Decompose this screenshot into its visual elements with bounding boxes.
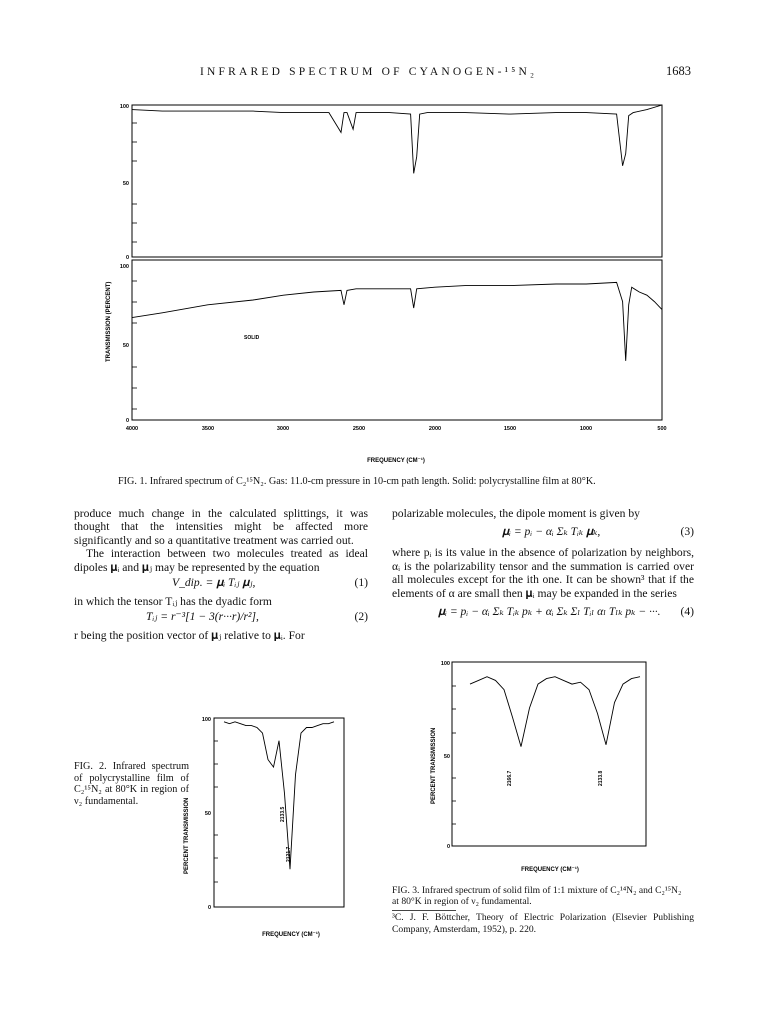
figure-2-caption: FIG. 2. Infrared spectrum of polycrystalline film of C₂¹⁵N₂ at 80°K in region of ν₂ fundamental. [74,761,189,807]
equation-3-body: 𝛍ᵢ = pᵢ − αᵢ Σₖ Tᵢₖ 𝛍ₖ, [502,525,601,539]
fig3-frame [452,662,646,846]
fig3-ytick-0: 0 [446,844,450,850]
fig3-series-line [470,677,640,747]
fig1-xtick-4000: 4000 [125,426,139,432]
fig2-peak-1-label: 2133.5 [280,806,286,822]
left-column [74,507,368,643]
figure-3-caption: FIG. 3. Infrared spectrum of solid film of 1:1 mixture of C₂¹⁴N₂ and C₂¹⁵N₂ at 80°K in region of ν₂ fundamental. [392,885,682,908]
equation-4 [392,600,694,626]
equation-2-body: Tᵢⱼ = r⁻³[1 − 3(r···r)/r²], [146,610,259,624]
footnote: ³C. J. F. Böttcher, Theory of Electric Polarization (Elsevier Publishing Company, Amsterdam, 1952), p. 220. [392,912,694,935]
fig2-ylabel: PERCENT TRANSMISSION [184,797,190,874]
fig1-ytick-100-b: 100 [119,264,129,270]
right-paragraph-1: polarizable molecules, the dipole moment is given by [392,507,640,520]
fig2-peak-2-label: 2121.7 [286,846,292,862]
figure-1 [96,92,696,472]
fig3-ytick-50: 50 [443,754,450,760]
fig3-ytick-100: 100 [440,661,450,667]
right-column [392,507,694,626]
right-paragraph-2: where pᵢ is its value in the absence of polarization by neighbors, αᵢ is the polarizability tensor and the summation is carried over all molecules except for the ith one. It can be shown³ that if the elements of α are small then 𝛍ᵢ may be expanded in the series [392,546,694,600]
fig1-ytick-100-a: 100 [119,104,129,110]
left-paragraph-3: in which the tensor Tᵢⱼ has the dyadic form [74,595,272,609]
fig3-peak-2-label: 2133.8 [598,770,604,786]
fig1-xtick-1500: 1500 [503,426,517,432]
left-paragraph-4: r being the position vector of 𝛍ⱼ relative to 𝛍ᵢ. For [74,629,305,643]
equation-3-number: (3) [680,525,694,539]
equation-3 [392,520,694,546]
fig2-series-line [224,722,334,869]
fig1-solid-series-line [132,282,662,360]
fig1-ytick-50-a: 50 [122,181,129,187]
fig1-gas-series-line [132,105,662,173]
page-number: 1683 [666,64,691,78]
fig1-ylabel: TRANSMISSION (PERCENT) [106,281,112,362]
figure-3 [430,656,660,881]
fig1-ytick-0-b: 0 [125,418,129,424]
fig1-ytick-0-a: 0 [125,255,129,261]
fig2-xlabel: FREQUENCY (CM⁻¹) [262,932,320,938]
fig2-ytick-100: 100 [201,717,211,723]
equation-2-number: (2) [354,610,368,624]
equation-4-number: (4) [680,605,694,619]
fig1-xtick-3000: 3000 [276,426,290,432]
fig1-xtick-2500: 2500 [352,426,366,432]
fig1-xlabel: FREQUENCY (CM⁻¹) [367,458,425,464]
fig3-ylabel: PERCENT TRANSMISSION [431,727,437,804]
fig1-xtick-500: 500 [657,426,667,432]
left-paragraph-2: The interaction between two molecules treated as ideal dipoles 𝛍ᵢ and 𝛍ⱼ may be represented by the equation [74,547,368,574]
equation-1-number: (1) [354,576,368,590]
fig1-xtick-3500: 3500 [201,426,215,432]
fig2-ytick-0: 0 [207,905,211,911]
left-paragraph-1: produce much change in the calculated splittings, it was thought that the intensities might be affected more significantly and so a quantitative treatment was carried out. [74,507,368,547]
footnote-rule [392,910,456,911]
fig1-solid-label: SOLID [244,335,260,341]
fig3-peak-1-label: 2166.7 [507,770,513,786]
fig2-ytick-50: 50 [204,811,211,817]
fig1-xtick-1000: 1000 [579,426,593,432]
equation-4-body: 𝛍ᵢ = pᵢ − αᵢ Σₖ Tᵢₖ pₖ + αᵢ Σₖ Σₗ Tᵢₗ αₗ Tₗₖ pₖ − ···. [438,605,661,619]
fig1-ytick-50-b: 50 [122,343,129,349]
fig3-xlabel: FREQUENCY (CM⁻¹) [521,867,579,873]
equation-1 [74,574,368,595]
figure-2 [176,712,366,942]
fig2-frame [214,718,344,907]
equation-2 [74,608,368,629]
running-title: INFRARED SPECTRUM OF CYANOGEN-¹⁵N₂ [200,66,538,78]
equation-1-body: V_dip. = 𝛍ᵢ Tᵢⱼ 𝛍ⱼ, [172,576,256,590]
fig1-gas-frame [132,105,662,257]
figure-1-caption: FIG. 1. Infrared spectrum of C₂¹⁵N₂. Gas: 11.0-cm pressure in 10-cm path length. Solid: polycrystalline film at 80°K. [118,476,596,487]
fig1-xtick-2000: 2000 [428,426,442,432]
